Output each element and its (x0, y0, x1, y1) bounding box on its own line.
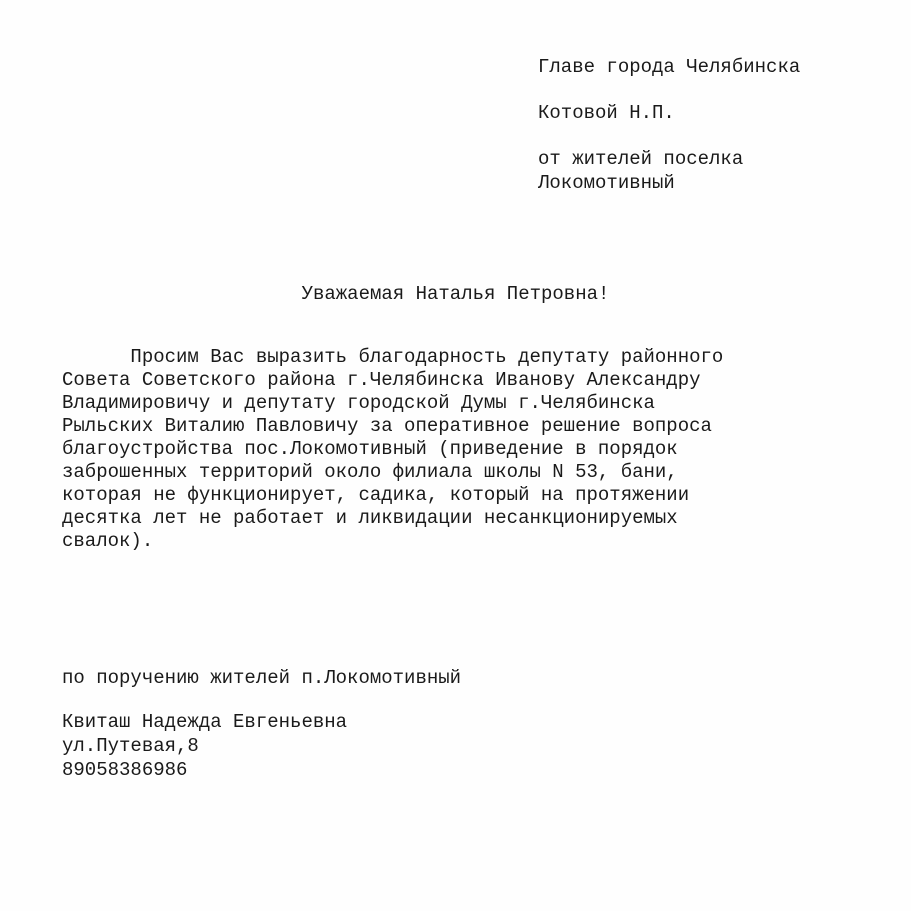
body-line: благоустройства пос.Локомотивный (приведение в порядок (62, 438, 678, 460)
body-line: заброшенных территорий около филиала школы N 53, бани, (62, 461, 678, 483)
letter-body (62, 346, 862, 553)
addressee-block (538, 55, 898, 195)
body-line: Рыльских Виталию Павловичу за оперативное решение вопроса (62, 415, 712, 437)
body-line: Совета Советского района г.Челябинска Иванову Александру (62, 369, 701, 391)
addressee-title: Главе города Челябинска (538, 56, 801, 78)
body-line: свалок). (62, 530, 154, 552)
body-line: которая не функционирует, садика, который на протяжении (62, 484, 690, 506)
signer-address: ул.Путевая,8 (62, 735, 199, 757)
addressee-name: Котовой Н.П. (538, 102, 675, 124)
salutation: Уважаемая Наталья Петровна! (301, 283, 610, 305)
on-behalf-line: по поручению жителей п.Локомотивный (62, 667, 462, 689)
sender-settlement: Локомотивный (538, 172, 675, 194)
signature-block (62, 666, 662, 782)
sender-line: от жителей поселка (538, 148, 744, 170)
signer-name: Квиташ Надежда Евгеньевна (62, 711, 348, 733)
body-line: десятка лет не работает и ликвидации несанкционируемых (62, 507, 678, 529)
signer-phone: 89058386986 (62, 759, 188, 781)
body-line: Владимировичу и депутату городской Думы г.Челябинска (62, 392, 655, 414)
body-line: Просим Вас выразить благодарность депутату районного (62, 346, 724, 368)
